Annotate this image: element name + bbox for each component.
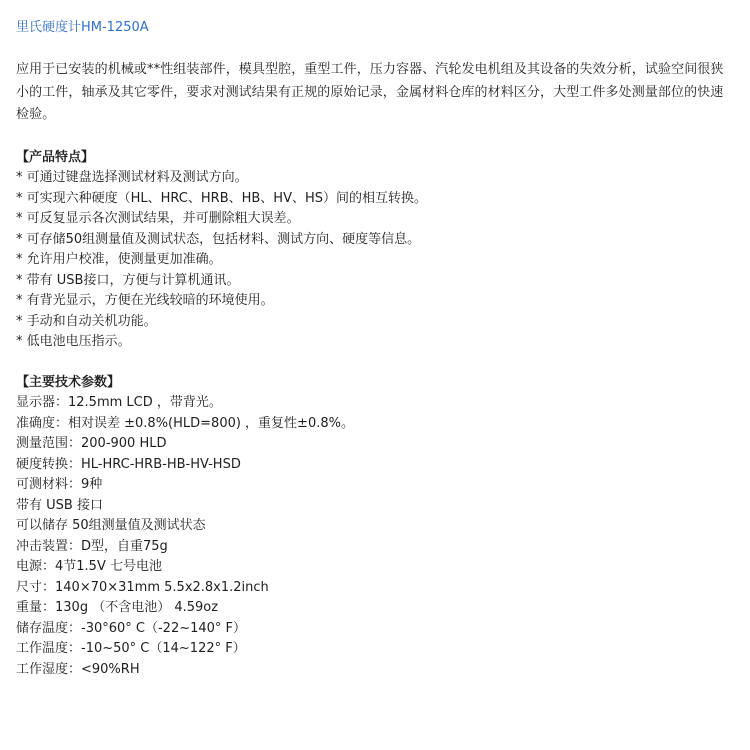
intro-paragraph: 应用于已安装的机械或**性组装部件，模具型腔，重型工件，压力容器、汽轮发电机组及其设备的失效分析，试验空间很狭小的工件，轴承及其它零件，要求对测试结果有正规的原始记录，金属材料仓库的材料区分，大型工件多处测量部位的快速检验。 xyxy=(16,62,724,122)
spec-item: 工作温度：-10~50° C（14~122° F） xyxy=(16,641,246,656)
features-heading: 【产品特点】 xyxy=(16,149,95,165)
spec-item: 重量：130g （不含电池） 4.59oz xyxy=(16,600,219,615)
feature-item: * 带有 USB接口，方便与计算机通讯。 xyxy=(16,272,240,288)
product-title: 里氏硬度计HM-1250A xyxy=(16,20,149,35)
feature-item: * 允许用户校准，使测量更加准确。 xyxy=(16,252,222,267)
feature-item: * 可存储50组测量值及测试状态，包括材料、测试方向、硬度等信息。 xyxy=(16,231,421,247)
feature-item: * 可反复显示各次测试结果，并可删除粗大误差。 xyxy=(16,211,300,226)
features-list xyxy=(16,168,734,353)
spec-item: 可以储存 50组测量值及测试状态 xyxy=(16,518,206,533)
spec-item: 储存温度：-30°60° C（-22~140° F） xyxy=(16,620,247,636)
feature-item: * 低电池电压指示。 xyxy=(16,334,131,349)
spec-item: 工作湿度：<90%RH xyxy=(16,661,140,677)
specs-list xyxy=(16,393,734,680)
features-section xyxy=(16,148,734,353)
product-description xyxy=(16,18,734,680)
feature-item: * 可通过键盘选择测试材料及测试方向。 xyxy=(16,170,248,185)
spec-item: 电源：4节1.5V 七号电池 xyxy=(16,559,162,574)
spec-item: 硬度转换：HL-HRC-HRB-HB-HV-HSD xyxy=(16,456,241,472)
spec-item: 可测材料：9种 xyxy=(16,477,103,492)
spec-item: 带有 USB 接口 xyxy=(16,497,103,513)
spec-item: 冲击装置：D型，自重75g xyxy=(16,538,168,554)
specs-heading: 【主要技术参数】 xyxy=(16,374,121,390)
spec-item: 显示器：12.5mm LCD ，带背光。 xyxy=(16,395,222,410)
specs-section xyxy=(16,373,734,681)
feature-item: * 有背光显示，方便在光线较暗的环境使用。 xyxy=(16,293,274,308)
spec-item: 准确度：相对误差 ±0.8%(HLD=800) ，重复性±0.8%。 xyxy=(16,415,354,431)
feature-item: * 可实现六种硬度（HL、HRC、HRB、HB、HV、HS）间的相互转换。 xyxy=(16,190,428,206)
spec-item: 测量范围：200-900 HLD xyxy=(16,436,167,451)
spec-item: 尺寸：140×70×31mm 5.5x2.8x1.2inch xyxy=(16,579,269,595)
feature-item: * 手动和自动关机功能。 xyxy=(16,313,157,329)
